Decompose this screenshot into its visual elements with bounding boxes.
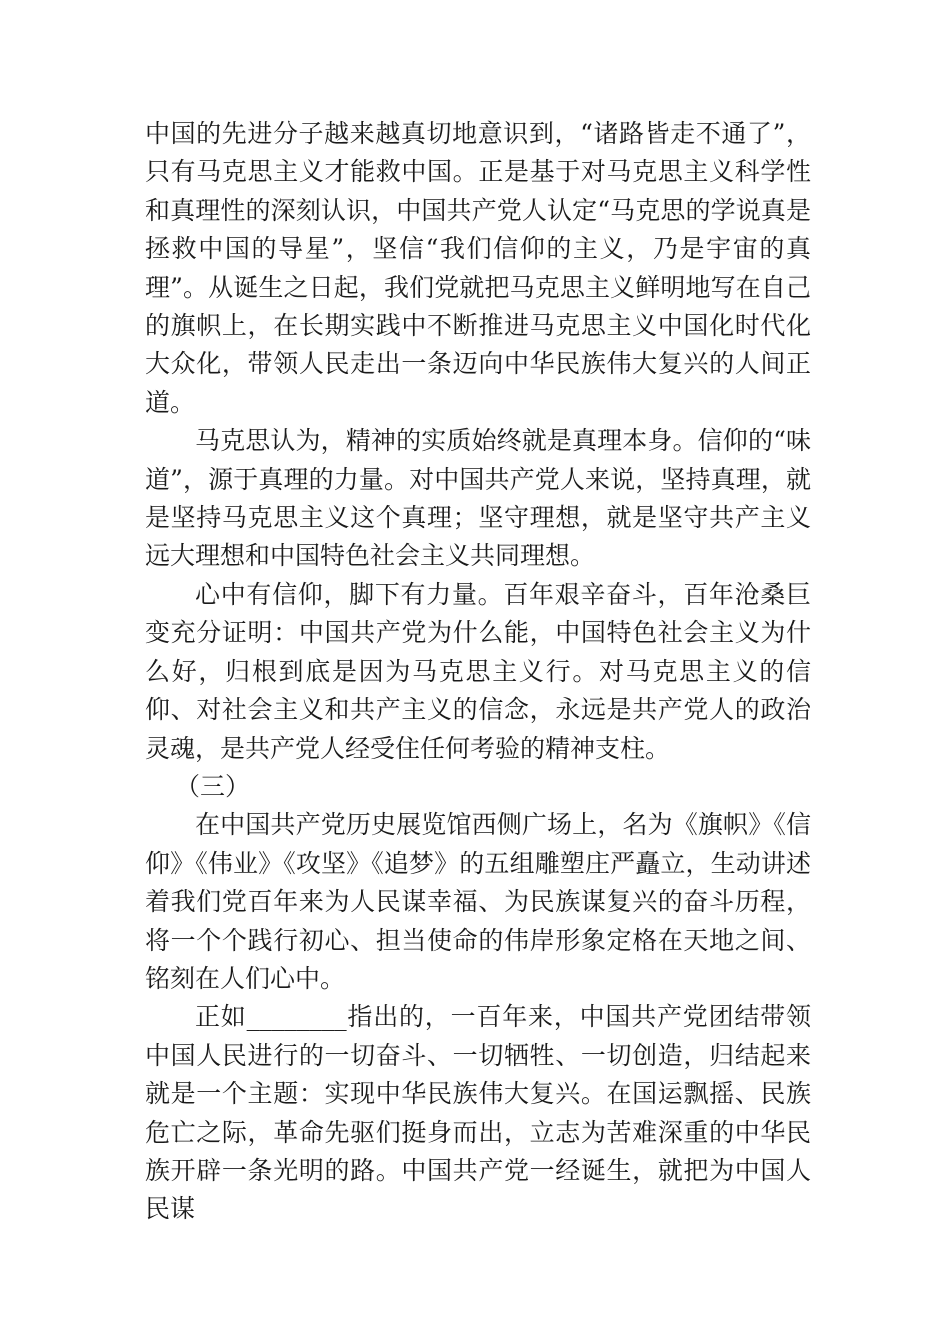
paragraph-2: 马克思认为，精神的实质始终就是真理本身。信仰的“味道”，源于真理的力量。对中国共产党人来说，坚持真理，就是坚持马克思主义这个真理；坚守理想，就是坚守共产主义远大理想和中国特色社会主义共同理想。 xyxy=(145,426,811,571)
section-heading: （三） xyxy=(175,771,251,801)
paragraph-1: 中国的先进分子越来越真切地意识到，“诸路皆走不通了”，只有马克思主义才能救中国。正是基于对马克思主义科学性和真理性的深刻认识，中国共产党人认定“马克思的学说真是拯救中国的导星”，坚信“我们信仰的主义，乃是宇宙的真理”。从诞生之日起，我们党就把马克思主义鲜明地写在自己的旗帜上，在长期实践中不断推进马克思主义中国化时代化大众化，带领人民走出一条迈向中华民族伟大复兴的人间正道。 xyxy=(145,119,811,417)
paragraph-4: 在中国共产党历史展览馆西侧广场上，名为《旗帜》《信仰》《伟业》《攻坚》《追梦》的五组雕塑庄严矗立，生动讲述着我们党百年来为人民谋幸福、为民族谋复兴的奋斗历程，将一个个践行初心、担当使命的伟岸形象定格在天地之间、铭刻在人们心中。 xyxy=(145,810,811,993)
document-body xyxy=(145,115,811,1229)
paragraph-5: 正如________指出的，一百年来，中国共产党团结带领中国人民进行的一切奋斗、一切牺牲、一切创造，归结起来就是一个主题：实现中华民族伟大复兴。在国运飘摇、民族危亡之际，革命先驱们挺身而出，立志为苦难深重的中华民族开辟一条光明的路。中国共产党一经诞生，就把为中国人民谋 xyxy=(145,1002,811,1224)
paragraph-3: 心中有信仰，脚下有力量。百年艰辛奋斗，百年沧桑巨变充分证明：中国共产党为什么能，中国特色社会主义为什么好，归根到底是因为马克思主义行。对马克思主义的信仰、对社会主义和共产主义的信念，永远是共产党人的政治灵魂，是共产党人经受住任何考验的精神支柱。 xyxy=(145,579,811,763)
